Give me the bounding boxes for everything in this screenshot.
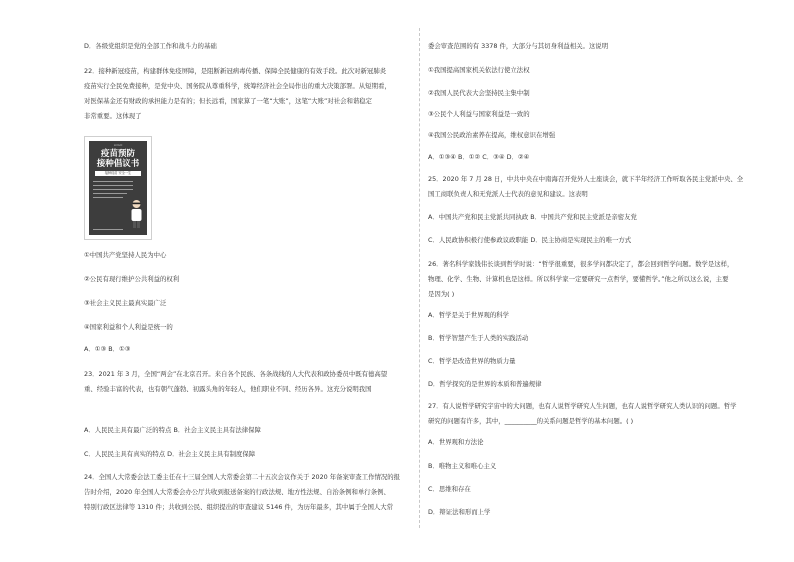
q24-stem-line: 24．全国人大常委会法工委主任在十三届全国人大常委会第二十五次会议作关于 2020 年备案审查工作情况的报 [84, 473, 401, 481]
q25-stem-line: 25．2020 年 7 月 28 日，中共中央在中南海召开党外人士座谈会，就下半年经济工作听取各民主党派中央、全 [428, 175, 744, 183]
vaccine-poster [89, 141, 147, 235]
q26-stem-line: 是因为( ) [428, 290, 455, 298]
q22-stem-line: 非常重要。这体现了 [84, 112, 142, 120]
poster-text-line [93, 189, 133, 190]
q22-option: ①中国共产党坚持人民为中心 [84, 251, 167, 259]
poster-text-line [93, 197, 123, 198]
q26-option: C．哲学是改造世界的物质力量 [428, 357, 516, 365]
q25-option-cd: C．人民政协积极行使参政议政职能 D．民主协商是实现民主的唯一方式 [428, 236, 632, 244]
q24-stem-line: 告时介绍，2020 年全国人大常委会办公厅共收到报送备案的行政法规、地方性法规、自治条例和单行条例、 [84, 488, 390, 496]
q24-option: ③公民个人利益与国家利益是一致的 [428, 110, 530, 118]
q26-option: B．哲学智慧产生于人类的实践活动 [428, 334, 529, 342]
q24-answer-choices: A．①③④ B．①② C．③④ D．②④ [428, 153, 530, 161]
q22-stem-line: 22．接种新冠疫苗，构建群体免疫屏障，是阻断新冠病毒传播、保障全民健康的有效手段。此次对新冠肺炎 [84, 67, 387, 75]
q26-stem-line: 26．著名科学家钱伟长谈到哲学时说：“哲学很重要，很多学问都决定了，都会回到哲学问题。数学是这样， [428, 260, 734, 268]
q24-stem-continued: 委会审查范围的有 3378 件，大部分与其切身利益相关。这说明 [428, 42, 609, 50]
q22-option: ②公民有现行维护公共利益的权利 [84, 275, 180, 283]
q21-option-d: D．各级党组织是党的全部工作和战斗力的基础 [84, 42, 217, 50]
q27-stem-line: 27．有人说哲学研究宇宙中的大问题，也有人说哲学研究人生问题，也有人说哲学研究人类认识的问题。哲学 [428, 402, 737, 410]
person-icon [129, 199, 144, 229]
q27-option: B．唯物主义和唯心主义 [428, 462, 497, 470]
q27-option: D．辩证法和形而上学 [428, 508, 491, 516]
q27-option: A．世界观和方法论 [428, 438, 484, 446]
poster-title: 疫苗预防 [100, 149, 135, 159]
q23-option-ab: A．人民民主具有最广泛的特点 B．社会主义民主具有法律保障 [84, 426, 261, 434]
poster-logo: LOGO [113, 143, 123, 147]
q26-option: A．哲学是关于世界观的科学 [428, 311, 510, 319]
column-divider [419, 28, 420, 528]
q26-option: D．哲学探究的是世界的本质和普遍规律 [428, 380, 542, 388]
q22-option: ③社会主义民主最真实最广泛 [84, 299, 167, 307]
poster-subtitle: 接种疫苗 安全一生 [95, 171, 141, 176]
q22-option: ④国家利益和个人利益是统一的 [84, 323, 173, 331]
q24-option: ①我国提高国家机关依法行使立法权 [428, 66, 530, 74]
vaccine-poster-image [84, 136, 152, 240]
poster-text-line [93, 185, 133, 186]
q24-option: ②我国人民代表大会坚持民主集中制 [428, 89, 530, 97]
poster-text-line [93, 193, 127, 194]
q27-stem-line: 研究的问题有许多，其中，__________的关系问题是哲学的基本问题。( ) [428, 417, 634, 425]
q22-stem-line: 对医保基金还有财政的承担能力是有的；但长远看，国家算了一笔“大账”，这笔“大账”对社会和谐稳定 [84, 97, 373, 105]
q22-answer-choices: A．①③ B．①③ [84, 345, 131, 353]
poster-text-line [93, 181, 133, 182]
poster-footer-line [93, 229, 123, 230]
q24-stem-line: 特别行政区法律等 1310 件；共收到公民、组织提出的审查建议 5146 件，为历年最多，其中属于全国人大常 [84, 503, 394, 511]
q26-stem-line: 物理、化学、生物、计算机也是这样。所以科学家一定要研究一点哲学，要懂哲学。”他之所以这么说，主要 [428, 275, 729, 283]
q24-option: ④我国公民政治素养在提高，维权意识在增强 [428, 131, 556, 139]
poster-title: 接种倡议书 [96, 159, 140, 169]
q23-stem-line: 重、经验丰富的代表，也有朝气蓬勃、初露头角的年轻人，他们职业不同、经历各异。这充分说明我国 [84, 385, 372, 393]
q22-stem-line: 疫苗实行全民免费接种，是党中央、国务院从尊重科学，统筹经济社会全局作出的重大决策部署。从短期看， [84, 82, 391, 90]
q25-stem-line: 国工商联负责人和无党派人士代表的意见和建议。这表明 [428, 190, 588, 198]
q23-stem-line: 23．2021 年 3 月，全国“两会”在北京召开。来自各个民族、各条战线的人大代表和政协委员中既有德高望 [84, 370, 388, 378]
q27-option: C．思维和存在 [428, 485, 471, 493]
q25-option-ab: A．中国共产党和民主党派共同执政 B．中国共产党和民主党派是亲密友党 [428, 213, 637, 221]
q23-option-cd: C．人民民主具有真实的特点 D．社会主义民主具有制度保障 [84, 450, 256, 458]
